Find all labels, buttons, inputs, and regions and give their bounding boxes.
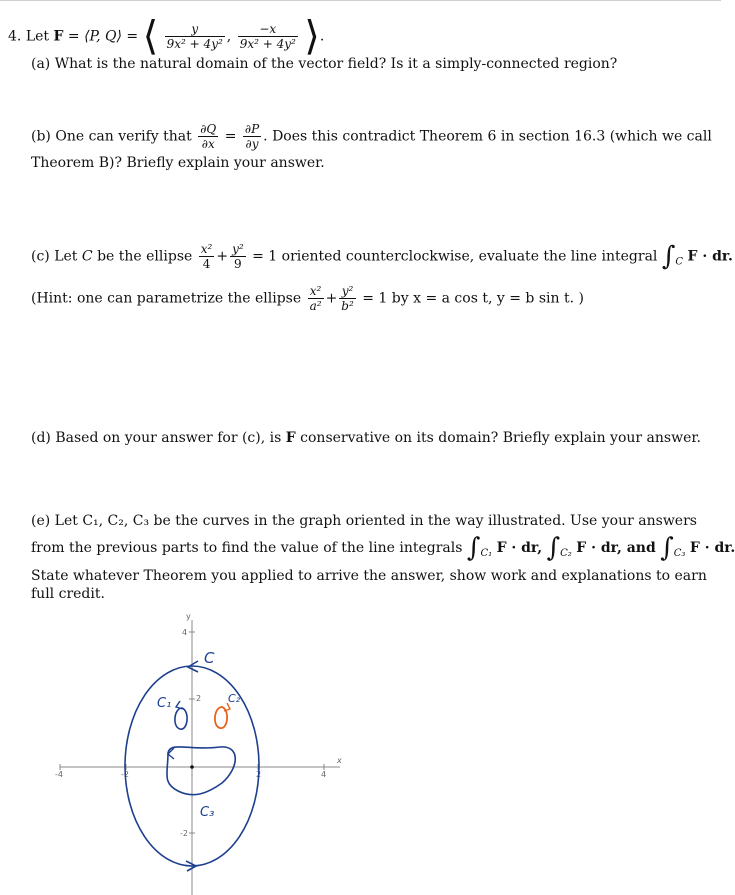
- fdr-1: F · dr,: [496, 540, 543, 556]
- problem-statement: 4. Let F = ⟨P, Q⟩ = ⟨ $\frac{y}{\text{9x² + 4y²}}$ , $\frac{-x}{\text{9x² + 4y²}}$ ⟩.: [8, 13, 325, 60]
- ellipse-plus: +: [216, 248, 229, 265]
- problem-trail: .: [319, 28, 325, 45]
- hint-y-term: [339, 284, 356, 313]
- component-q: [238, 22, 298, 51]
- part-b-line2: Theorem B)? Briefly explain your answer.: [31, 155, 325, 171]
- ellipse-y-numerator: y²: [232, 242, 244, 256]
- hint-plus: +: [325, 290, 338, 307]
- y-tick-2: 2: [196, 694, 202, 703]
- x-tick-2: 2: [256, 770, 262, 779]
- y-axis-label: y: [186, 612, 191, 621]
- fdr-2: F · dr, and: [576, 540, 656, 556]
- part-c-lead: (c) Let: [31, 248, 78, 265]
- hint-y-numerator: y²: [339, 284, 356, 299]
- part-e-line2-lead: from the previous parts to find the value of the line integrals: [31, 540, 463, 556]
- label-c3: C₃: [200, 805, 215, 820]
- left-angle: ⟨: [142, 13, 159, 60]
- part-c-be: be the ellipse: [97, 248, 193, 265]
- hint-tail: = 1 by x = a cos t, y = b sin t. ): [362, 290, 584, 307]
- dq-dx: [198, 122, 218, 151]
- part-b-equals: =: [224, 128, 237, 145]
- hint-x-numerator: x²: [308, 284, 324, 299]
- part-c-line1: [31, 242, 733, 271]
- integral-sign: ∫: [661, 241, 676, 272]
- dq-dx-numerator: ∂Q: [200, 122, 217, 136]
- component-q-numerator: −x: [238, 22, 298, 37]
- x-axis-label: x: [337, 756, 342, 765]
- hint-x-term: [308, 284, 324, 313]
- field-definition: = ⟨P, Q⟩ =: [63, 28, 143, 45]
- problem-number: 4.: [8, 28, 22, 45]
- part-d: [31, 429, 701, 447]
- part-b-line1: [31, 122, 712, 151]
- component-p-denominator: 9x² + 4y²: [166, 37, 223, 51]
- part-d-lead: (d) Based on your answer for (c), is: [31, 430, 282, 446]
- curve-c3: [167, 747, 235, 795]
- part-c-eq1: = 1 oriented counterclockwise, evaluate the line integral: [252, 248, 658, 265]
- component-q-denominator: 9x² + 4y²: [239, 37, 296, 51]
- x-tick-neg4: -4: [55, 770, 63, 779]
- origin-dot: [190, 765, 194, 769]
- dp-dy-denominator: ∂y: [245, 137, 259, 151]
- ellipse-x-numerator: x²: [200, 242, 213, 256]
- integral-sub-c2: C₂: [560, 547, 572, 559]
- component-p-numerator: y: [165, 22, 225, 37]
- dp-dy: [243, 122, 261, 151]
- dq-dx-denominator: ∂x: [201, 137, 215, 151]
- label-c2: C₂: [228, 692, 241, 705]
- component-p: [165, 22, 225, 51]
- top-rule: [0, 0, 721, 1]
- vector-f: F: [53, 28, 64, 45]
- dp-dy-numerator: ∂P: [244, 122, 260, 136]
- hint-lead: (Hint: one can parametrize the ellipse: [31, 290, 302, 307]
- curves-graph: [50, 605, 350, 895]
- curve-c: C: [81, 248, 93, 265]
- ellipse-y-denominator: 9: [234, 257, 242, 271]
- curve-c1: [175, 708, 187, 729]
- integral-sub-c3: C₃: [673, 547, 686, 559]
- x-tick-4: 4: [321, 770, 327, 779]
- problem-intro: Let: [25, 28, 50, 45]
- part-d-f: F: [285, 430, 296, 446]
- x-tick-neg2: -2: [121, 770, 129, 779]
- label-c: C: [204, 649, 215, 667]
- y-tick-neg2: -2: [180, 829, 188, 838]
- part-e-line1: (e) Let C₁, C₂, C₃ be the curves in the graph oriented in the way illustrated. Use your answers: [31, 513, 697, 529]
- part-c-hint: [31, 284, 584, 313]
- ellipse-x-term: [199, 242, 215, 271]
- integral-sign-c2: ∫: [546, 533, 561, 563]
- part-a: (a) What is the natural domain of the vector field? Is it a simply-connected region?: [31, 56, 618, 72]
- part-c-integrand: F · dr.: [687, 248, 733, 265]
- right-angle: ⟩: [304, 13, 320, 60]
- ellipse-y-term: [230, 242, 246, 271]
- part-b-tail: . Does this contradict Theorem 6 in section 16.3 (which we call: [263, 128, 712, 145]
- integral-sign-c1: ∫: [466, 533, 481, 563]
- integral-sub-c: C: [675, 256, 684, 268]
- part-e-line4: full credit.: [31, 586, 105, 602]
- y-tick-4: 4: [182, 628, 188, 637]
- part-e-line3: State whatever Theorem you applied to arrive the answer, show work and explanations to earn: [31, 568, 707, 584]
- part-b-lead: (b) One can verify that: [31, 128, 192, 145]
- hint-y-denominator: b²: [341, 299, 354, 313]
- label-c1: C₁: [157, 696, 172, 711]
- part-e-line2: [31, 533, 735, 563]
- ellipse-x-denominator: 4: [202, 257, 211, 271]
- integral-sub-c1: C₁: [480, 547, 493, 559]
- integral-sign-c3: ∫: [660, 533, 674, 563]
- part-d-tail: conservative on its domain? Briefly explain your answer.: [300, 430, 701, 446]
- hint-x-denominator: a²: [309, 299, 322, 313]
- fdr-3: F · dr.: [689, 540, 735, 556]
